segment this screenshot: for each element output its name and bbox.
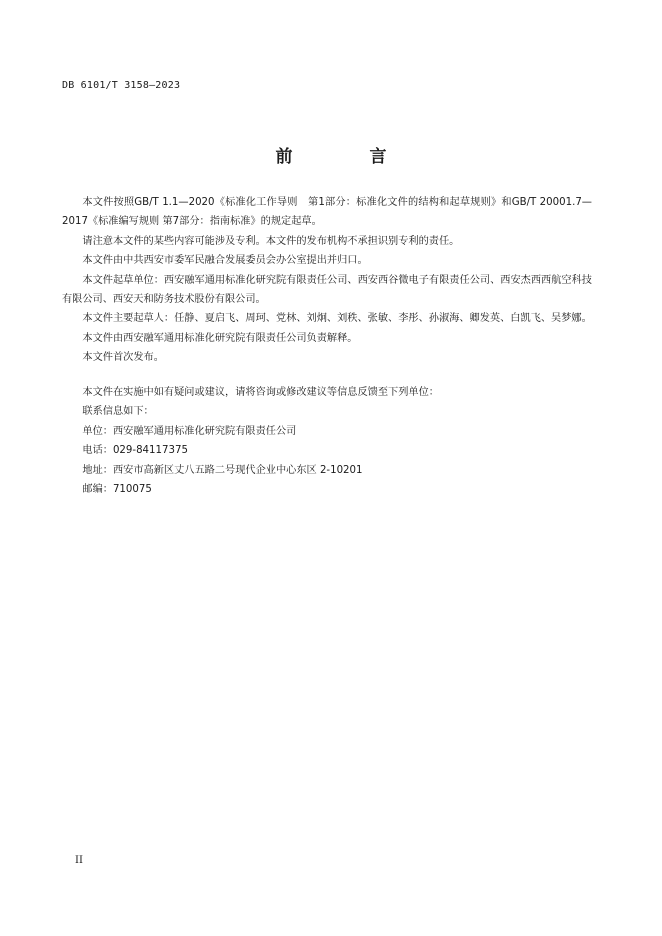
contact-block xyxy=(62,383,592,499)
page-number: II xyxy=(75,855,83,866)
contact-label: 联系信息如下： xyxy=(82,406,154,418)
contact-postcode: 邮编：710075 xyxy=(82,484,152,496)
paragraph-patent-notice: 请注意本文件的某些内容可能涉及专利。本文件的发布机构不承担识别专利的责任。 xyxy=(82,235,460,247)
paragraph-drafting-basis: 本文件按照GB/T 1.1—2020《标准化工作导则 第1部分：标准化文件的结构和起草规则》和GB/T 20001.7—2017《标准编写规则 第7部分：指南标准》的规定起草。 xyxy=(62,197,592,228)
contact-phone: 电话：029-84117375 xyxy=(82,445,188,457)
page-title: 前 言 xyxy=(275,147,417,167)
paragraph-proposer: 本文件由中共西安市委军民融合发展委员会办公室提出并归口。 xyxy=(82,255,368,267)
paragraph-first-release: 本文件首次发布。 xyxy=(82,352,164,364)
paragraph-drafters: 本文件主要起草人：任静、夏启飞、周珂、党林、刘炯、刘秩、张敏、李彤、孙淑海、卿发英、白凯飞、吴梦娜。 xyxy=(82,313,592,325)
foreword-body xyxy=(62,193,592,368)
contact-unit: 单位：西安融军通用标准化研究院有限责任公司 xyxy=(82,425,297,437)
paragraph-interpretation: 本文件由西安融军通用标准化研究院有限责任公司负责解释。 xyxy=(82,332,358,344)
contact-intro: 本文件在实施中如有疑问或建议，请将咨询或修改建议等信息反馈至下列单位： xyxy=(82,387,439,398)
paragraph-drafting-units: 本文件起草单位：西安融军通用标准化研究院有限责任公司、西安西谷微电子有限责任公司、西安杰西西航空科技有限公司、西安天和防务技术股份有限公司。 xyxy=(62,274,592,306)
contact-address: 地址：西安市高新区丈八五路二号现代企业中心东区 2-10201 xyxy=(82,464,363,476)
document-code: DB 6101/T 3158—2023 xyxy=(62,80,181,91)
